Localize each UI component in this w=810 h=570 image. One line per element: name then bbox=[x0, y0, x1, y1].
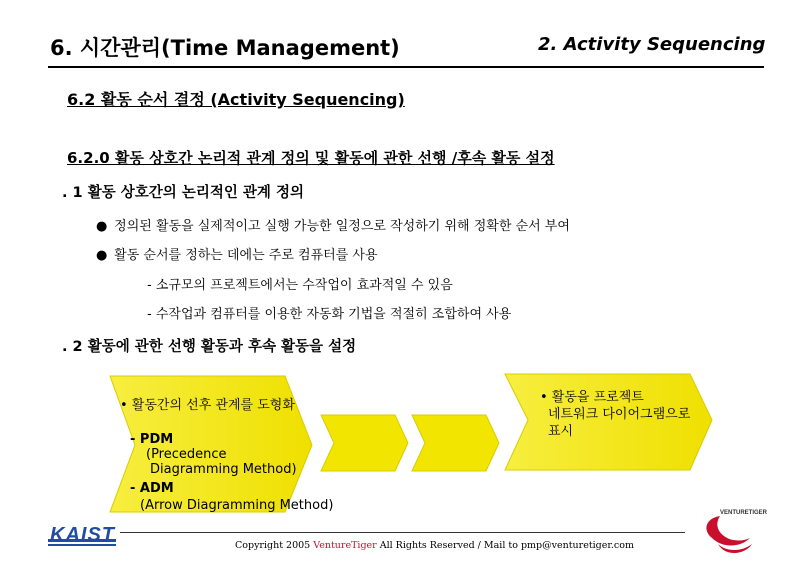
kaist-logo bbox=[48, 524, 116, 550]
box2-line3: 표시 bbox=[548, 424, 574, 439]
bullet-text-1: 정의된 활동을 실제적이고 실행 가능한 일정으로 작성하기 위해 정확한 순서 부여 bbox=[114, 219, 570, 234]
page-title: 6. 시간관리(Time Management) bbox=[50, 36, 400, 60]
copyright-suffix: All Rights Reserved / Mail to pmp@venturetiger.com bbox=[376, 540, 634, 551]
item2-heading: . 2 활동에 관한 선행 활동과 후속 활동을 설정 bbox=[62, 339, 357, 355]
arrow-chevron-1 bbox=[321, 415, 408, 471]
section-title: 6.2 활동 순서 결정 (Activity Sequencing) bbox=[67, 90, 405, 109]
subsection-title: 6.2.0 활동 상호간 논리적 관계 정의 및 활동에 관한 선행 /후속 활동 설정 bbox=[67, 149, 555, 167]
box1-pdm-label: - PDM bbox=[130, 432, 174, 447]
venturetiger-logo-text: VENTURETIGER bbox=[720, 510, 768, 516]
kaist-logo-text: KAIST bbox=[50, 524, 115, 546]
venturetiger-logo bbox=[690, 508, 770, 560]
box2-line2: 네트워크 다이어그램으로 bbox=[548, 407, 691, 422]
box1-pdm-desc1: (Precedence bbox=[146, 447, 227, 462]
item1-heading: . 1 활동 상호간의 논리적인 관계 정의 bbox=[62, 185, 304, 201]
copyright-brand: VentureTiger bbox=[313, 540, 377, 551]
bullet-text-2: 활동 순서를 정하는 데에는 주로 컴퓨터를 사용 bbox=[114, 248, 378, 263]
box1-adm-desc: (Arrow Diagramming Method) bbox=[140, 498, 334, 513]
box1-adm-label: - ADM bbox=[130, 481, 174, 496]
box1-bullet: • 활동간의 선후 관계를 도형화 bbox=[120, 398, 295, 413]
box2-line1: • 활동을 프로젝트 bbox=[540, 390, 644, 405]
dash-item-2: - 수작업과 컴퓨터를 이용한 자동화 기법을 적절히 조합하여 사용 bbox=[147, 307, 512, 322]
arrow-chevron-2 bbox=[412, 415, 499, 471]
box1-pdm-desc2: Diagramming Method) bbox=[150, 462, 297, 477]
dash-item-1: - 소규모의 프로젝트에서는 수작업이 효과적일 수 있음 bbox=[147, 278, 453, 293]
bullet-dot-icon: ● bbox=[96, 248, 108, 263]
bullet-dot-icon: ● bbox=[96, 219, 108, 234]
footer-copyright bbox=[235, 540, 634, 551]
footer-divider bbox=[120, 532, 685, 533]
page-subtitle: 2. Activity Sequencing bbox=[538, 34, 766, 55]
copyright-prefix: Copyright 2005 bbox=[235, 540, 314, 551]
